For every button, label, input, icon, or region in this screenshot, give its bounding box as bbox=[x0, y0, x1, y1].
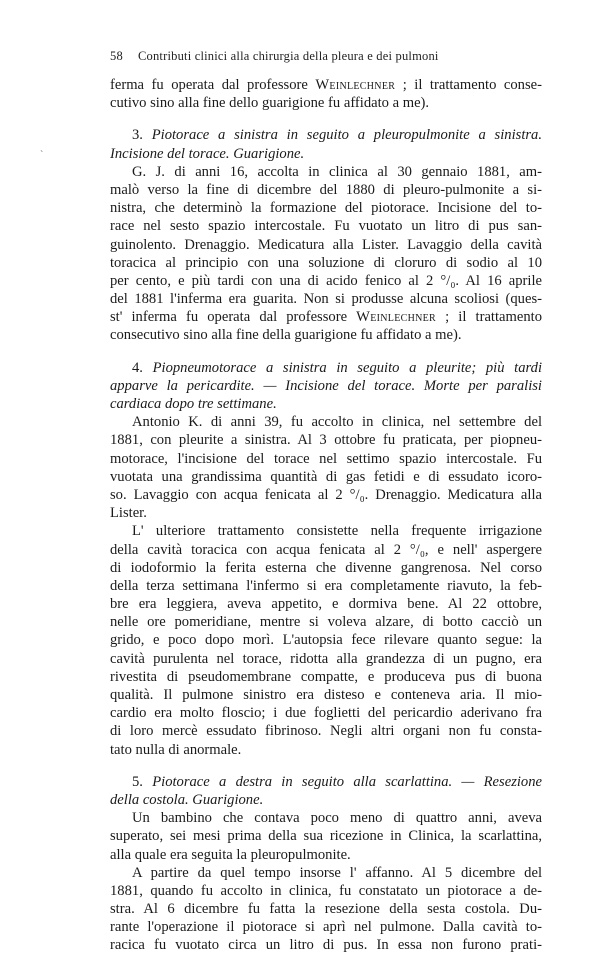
text-line: st' inferma fu operata dal professore Weinlechner ; il trattamento bbox=[110, 309, 542, 326]
text-line: del 1881 l'inferma era guarita. Non si produsse alcuna scoliosi (ques- bbox=[110, 291, 542, 308]
text-line: A partire da quel tempo insorse l' affanno. Al 5 dicembre del bbox=[132, 864, 542, 881]
page-number: 58 bbox=[110, 49, 123, 63]
text-line: rante l'operazione il piotorace si aprì nel pulmone. Dalla cavità to- bbox=[110, 919, 542, 936]
text-line: qualità. Il pulmone sinistro era disteso e conteneva aria. Il mio- bbox=[110, 687, 542, 703]
text-line: cutivo sino alla fine dello guarigione fu affidato a me). bbox=[110, 95, 430, 112]
text-line: Lister. bbox=[110, 505, 147, 522]
margin-mark: ` bbox=[40, 150, 44, 161]
text-line: Antonio K. di anni 39, fu accolto in clinica, nel settembre del bbox=[132, 414, 542, 431]
text-line: della terza settimana l'infermo si era completamente riavuto, la feb- bbox=[110, 577, 542, 594]
text-line: so. Lavaggio con acqua fenicata al 2 °/₀. Drenaggio. Medicatura alla bbox=[110, 486, 542, 503]
text-line: rivestita di pseudomembrane compatte, e produceva pus di buona bbox=[110, 668, 542, 685]
text-line: cardio era molto floscio; i due foglietti del pericardio aderivano fra bbox=[110, 705, 542, 722]
page bbox=[110, 48, 542, 955]
text-line: tato nulla di anormale. bbox=[110, 741, 242, 758]
text-line: 1881, con pleurite a sinistra. Al 3 ottobre fu praticata, per piopneu- bbox=[110, 432, 542, 449]
case-5-heading: 5. Piotorace a destra in seguito alla scarlattina. — Resezione bbox=[132, 773, 543, 790]
text-line: nelle ore pomeridiane, mentre si voleva alzare, di botto cacciò un bbox=[110, 614, 542, 631]
case-5-heading-cont: della costola. Guarigione. bbox=[110, 791, 264, 808]
text-line: cavità purulenta nel torace, ridotta alla grandezza di un pugno, era bbox=[110, 650, 542, 667]
text-line: stra. Al 6 dicembre fu fatta la resezione della sesta costola. Du- bbox=[110, 901, 542, 918]
case-4-heading: 4. Piopneumotorace a sinistra in seguito a pleurite; più tardi bbox=[132, 359, 543, 376]
text-line: bre era leggiera, aveva appetito, e dormiva bene. Al 22 ottobre, bbox=[110, 596, 542, 613]
case-3-heading-cont: Incisione del torace. Guarigione. bbox=[110, 145, 305, 162]
text-line: toracica al principio con una soluzione di cloruro di sodio al 10 bbox=[110, 254, 542, 271]
text-line: Un bambino che contava poco meno di quattro anni, aveva bbox=[132, 810, 542, 827]
text-line: motorace, l'incisione del torace nel settimo spazio intercostale. Fu bbox=[110, 450, 542, 467]
text-line: G. J. di anni 16, accolta in clinica al 30 gennaio 1881, am- bbox=[132, 163, 542, 180]
running-title: Contributi clinici alla chirurgia della pleura e dei pulmoni bbox=[138, 49, 439, 63]
text-line: della cavità toracica con acqua fenicata al 2 °/₀, e nell' aspergere bbox=[110, 541, 542, 558]
surname-weinlechner: Weinlechner bbox=[315, 77, 396, 93]
text-line: alla quale era seguita la pleuropulmonite. bbox=[110, 846, 351, 863]
text-line: superato, sei mesi prima della sua ricezione in Clinica, la scarlattina, bbox=[110, 828, 542, 845]
running-head bbox=[110, 48, 542, 64]
surname-weinlechner: Weinlechner bbox=[356, 309, 437, 326]
text-line: consecutivo sino alla fine della guarigione fu affidato a me). bbox=[110, 327, 462, 344]
text-line: grido, e poco dopo morì. L'autopsia fece rilevare quanto segue: la bbox=[110, 632, 542, 649]
text-line: guinolento. Drenaggio. Medicatura alla Lister. Lavaggio della cavità bbox=[110, 236, 542, 253]
text-line: race nel sesto spazio intercostale. Fu vuotato un litro di pus san- bbox=[110, 218, 542, 235]
text-line: per cento, e più tardi con una di acido fenico al 2 °/₀. Al 16 aprile bbox=[110, 272, 542, 289]
case-4-heading-cont: apparve la pericardite. — Incisione del torace. Morte per paralisi bbox=[110, 377, 542, 394]
text-line: racica fu vuotato circa un litro di pus. In essa non furono prati- bbox=[110, 937, 542, 954]
text-line: L' ulteriore trattamento consistette nella frequente irrigazione bbox=[132, 523, 542, 540]
text-line: ferma fu operata dal professore Weinlechner ; il trattamento conse- bbox=[110, 77, 542, 93]
text-line: vuotata una grandissima quantità di gas fetidi e di essudato icoro- bbox=[110, 468, 542, 485]
text-line: di loro mercè essudato fibrinoso. Negli altri organi non fu consta- bbox=[110, 723, 542, 740]
text-line: 1881, quando fu accolto in clinica, fu constatato un piotorace a de- bbox=[110, 882, 542, 899]
text-line: di iodoformio la ferita esterna che divenne gangrenosa. Nel corso bbox=[110, 559, 542, 576]
body-text bbox=[110, 76, 542, 955]
text-line: malò verso la fine di dicembre del 1880 di pleuro-pulmonite a si- bbox=[110, 181, 542, 198]
case-3-heading: 3. Piotorace a sinistra in seguito a pleuropulmonite a sinistra. bbox=[132, 127, 542, 144]
case-4-heading-cont: cardiaca dopo tre settimane. bbox=[110, 396, 277, 412]
text-line: nistra, che determinò la formazione del piotorace. Incisione del to- bbox=[110, 200, 542, 217]
